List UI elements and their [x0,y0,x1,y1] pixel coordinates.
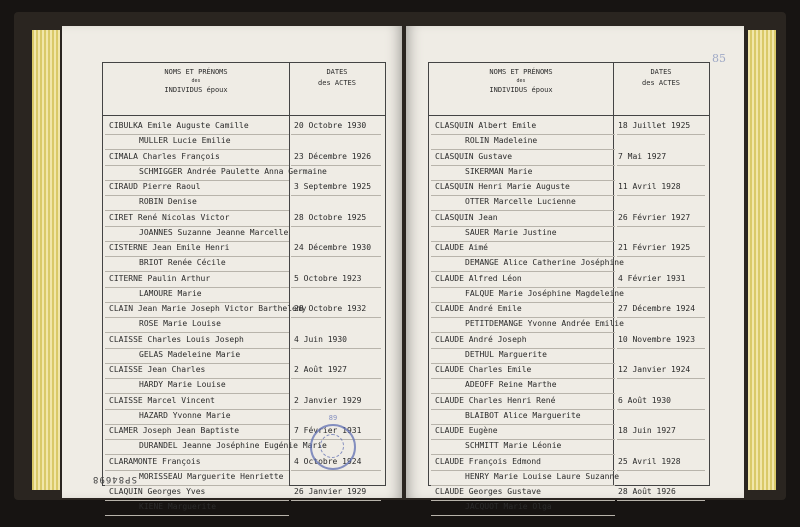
marriage-date: 4 Février 1931 [618,273,686,283]
date-rule [617,348,705,349]
wife-name: KIENE Marguerite [139,502,217,511]
husband-name: CLAUDE Aimé [435,243,488,252]
date-rule [291,500,381,501]
row-rule [105,271,289,272]
row-rule [431,241,615,242]
husband-name: CIBULKA Emile Auguste Camille [109,121,249,130]
wife-name: ADEOFF Reine Marthe [465,380,557,389]
husband-name: CIRET René Nicolas Victor [109,212,230,222]
date-rule [291,256,381,257]
archive-stamp-id: SP84698 [92,474,137,484]
date-rule [617,287,705,288]
marriage-date: 28 Octobre 1925 [294,212,367,222]
date-rule [291,317,381,318]
wife-name: DURANDEL Jeanne Joséphine Eugénie Marie [139,441,327,450]
husband-name: CLAUDE André Joseph [435,334,527,344]
row-rule [105,226,289,227]
row-rule [105,363,289,364]
wife-name: OTTER Marcelle Lucienne [465,197,576,206]
row-rule [431,271,615,272]
row-rule [105,302,289,303]
row-rule [105,515,289,516]
date-rule [617,226,705,227]
date-rule [291,165,381,166]
row-rule [105,439,289,440]
marriage-date: 24 Décembre 1930 [294,243,372,252]
row-rule [431,332,615,333]
husband-name: CLAISSE Charles Louis Joseph [109,334,244,344]
names-des: des [516,78,526,84]
register-table-left [102,62,386,511]
row-rule [105,393,289,394]
row-rule [105,500,289,501]
row-rule [105,180,289,181]
row-rule [431,485,615,486]
marriage-date: 28 Octobre 1932 [294,304,367,313]
husband-name: CLAQUIN Georges Yves [109,487,206,496]
names-title: NOMS ET PRÉNOMS [489,68,553,76]
date-rule [617,378,705,379]
right-page [406,26,744,511]
marriage-date: 21 Février 1925 [618,243,691,252]
row-rule [105,210,289,211]
wife-name: BRIOT Renée Cécile [139,258,226,267]
row-rule [431,378,615,379]
row-rule [431,454,615,455]
row-rule [431,500,615,501]
dates-subtitle: des ACTES [642,79,680,87]
marriage-date: 3 Septembre 1925 [294,182,372,191]
dates-column-header [613,63,709,119]
dates-title: DATES [650,68,672,76]
names-column-header [103,63,289,119]
marriage-date: 2 Janvier 1929 [294,395,362,405]
seal-emblem [320,434,344,458]
table-header [103,63,385,116]
row-rule [105,424,289,425]
register-book [14,12,786,511]
marriage-date: 25 Avril 1928 [618,456,681,466]
date-rule [617,439,705,440]
wife-name: SCHMIGGER Andrée Paulette Anna Germaine [139,166,327,176]
row-rule [105,287,289,288]
row-rule [105,317,289,318]
marriage-date: 26 Février 1927 [618,212,691,222]
date-rule [291,195,381,196]
husband-name: CLAIN Jean Marie Joseph Victor Barthelemy [109,304,307,313]
wife-name: HARDY Marie Louise [139,380,226,389]
marriage-date: 7 Février 1931 [294,426,362,435]
date-rule [291,226,381,227]
wife-name: ROBIN Denise [139,197,197,206]
husband-name: CLASQUIN Gustave [435,151,513,161]
marriage-date: 27 Décembre 1924 [618,304,696,313]
names-column-header [429,63,613,119]
date-rule [291,348,381,349]
table-header [429,63,709,116]
row-rule [431,363,615,364]
husband-name: CITERNE Paulin Arthur [109,273,211,283]
marriage-date: 18 Juin 1927 [618,426,676,435]
page-edges-right [748,30,776,490]
row-rule [105,378,289,379]
row-rule [431,409,615,410]
wife-name: MORISSEAU Marguerite Henriette [139,471,284,481]
row-rule [431,317,615,318]
row-rule [105,409,289,410]
date-rule [617,500,705,501]
marriage-date: 12 Janvier 1924 [618,365,691,374]
left-page [62,26,402,511]
date-rule [617,195,705,196]
row-rule [431,256,615,257]
date-rule [617,256,705,257]
marriage-date: 26 Janvier 1929 [294,487,367,496]
wife-name: BLAIBOT Alice Marguerite [465,410,581,420]
wife-name: SAUER Marie Justine [465,227,557,237]
page-edges-left [32,30,60,490]
row-rule [105,241,289,242]
row-rule [431,515,615,516]
date-rule [291,287,381,288]
row-rule [431,393,615,394]
husband-name: CLAISSE Jean Charles [109,365,206,374]
row-rule [105,332,289,333]
wife-name: SIKERMAN Marie [465,166,533,176]
husband-name: CLASQUIN Henri Marie Auguste [435,182,570,191]
husband-name: CIRAUD Pierre Raoul [109,182,201,191]
husband-name: CLAUDE François Edmond [435,456,541,466]
date-rule [291,134,381,135]
register-table-right [428,62,710,511]
date-rule [291,409,381,410]
row-rule [431,134,615,135]
date-rule [617,409,705,410]
row-rule [105,165,289,166]
row-rule [431,302,615,303]
row-rule [105,256,289,257]
marriage-date: 7 Mai 1927 [618,151,667,161]
husband-name: CIMALA Charles François [109,151,220,161]
archive-seal [310,414,356,470]
date-rule [617,470,705,471]
row-rule [431,210,615,211]
marriage-date: 20 Octobre 1930 [294,121,367,130]
wife-name: PETITDEMANGE Yvonne Andrée Emilie [465,319,624,328]
date-rule [617,165,705,166]
marriage-date: 23 Décembre 1926 [294,151,372,161]
row-rule [431,348,615,349]
dates-column-header [289,63,385,119]
row-rule [105,134,289,135]
names-des: des [191,78,201,84]
row-rule [431,195,615,196]
wife-name: GELAS Madeleine Marie [139,349,241,359]
husband-name: CISTERNE Jean Emile Henri [109,243,230,252]
husband-name: CLASQUIN Albert Emile [435,121,537,130]
row-rule [105,348,289,349]
page-number: 85 [712,52,726,65]
row-rule [431,424,615,425]
husband-name: CLARAMONTE François [109,456,201,466]
marriage-date: 2 Août 1927 [294,365,347,374]
row-rule [431,439,615,440]
row-rule [105,485,289,486]
wife-name: JACQUOT Marie Olga [465,502,552,511]
row-rule [431,180,615,181]
wife-name: JOANNES Suzanne Jeanne Marcelle [139,227,289,237]
row-rule [431,470,615,471]
marriage-date: 4 Juin 1930 [294,334,347,344]
dates-title: DATES [326,68,348,76]
row-rule [105,195,289,196]
marriage-date: 5 Octobre 1923 [294,273,362,283]
row-rule [105,454,289,455]
husband-name: CLAISSE Marcel Vincent [109,395,215,405]
husband-name: CLAMER Joseph Jean Baptiste [109,426,240,435]
dates-subtitle: des ACTES [318,79,356,87]
marriage-date: 18 Juillet 1925 [618,121,691,130]
date-rule [617,317,705,318]
wife-name: ROSE Marie Louise [139,319,221,328]
names-subtitle: INDIVIDUS époux [164,86,228,94]
husband-name: CLAUDE Georges Gustave [435,487,541,496]
wife-name: DEMANGE Alice Catherine Joséphine [465,258,624,267]
wife-name: HENRY Marie Louise Laure Suzanne [465,471,620,481]
row-rule [431,226,615,227]
marriage-date: 10 Novembre 1923 [618,334,696,344]
date-rule [617,134,705,135]
register-entry [103,487,385,527]
row-rule [431,287,615,288]
wife-name: SCHMITT Marie Léonie [465,441,562,450]
husband-name: CLAUDE Alfred Léon [435,273,522,283]
husband-name: CLAUDE André Emile [435,304,522,313]
marriage-date: 4 Octobre 1924 [294,456,362,466]
date-rule [291,378,381,379]
wife-name: DETHUL Marguerite [465,349,547,359]
wife-name: MULLER Lucie Emilie [139,136,231,145]
husband-name: CLAUDE Charles Emile [435,365,532,374]
row-rule [105,470,289,471]
husband-name: CLAUDE Eugène [435,426,498,435]
husband-name: CLASQUIN Jean [435,212,498,222]
row-rule [431,149,615,150]
seal-number: 89 [328,414,338,422]
marriage-date: 28 Août 1926 [618,487,676,496]
register-entry [429,487,709,527]
husband-name: CLAUDE Charles Henri René [435,395,556,405]
wife-name: LAMOURE Marie [139,288,202,298]
wife-name: ROLIN Madeleine [465,136,538,145]
marriage-date: 6 Août 1930 [618,395,671,405]
names-title: NOMS ET PRÉNOMS [164,68,228,76]
wife-name: HAZARD Yvonne Marie [139,410,231,420]
names-subtitle: INDIVIDUS époux [489,86,553,94]
row-rule [431,165,615,166]
row-rule [105,149,289,150]
wife-name: FALQUE Marie Joséphine Magdeleine [465,288,624,298]
marriage-date: 11 Avril 1928 [618,182,681,191]
